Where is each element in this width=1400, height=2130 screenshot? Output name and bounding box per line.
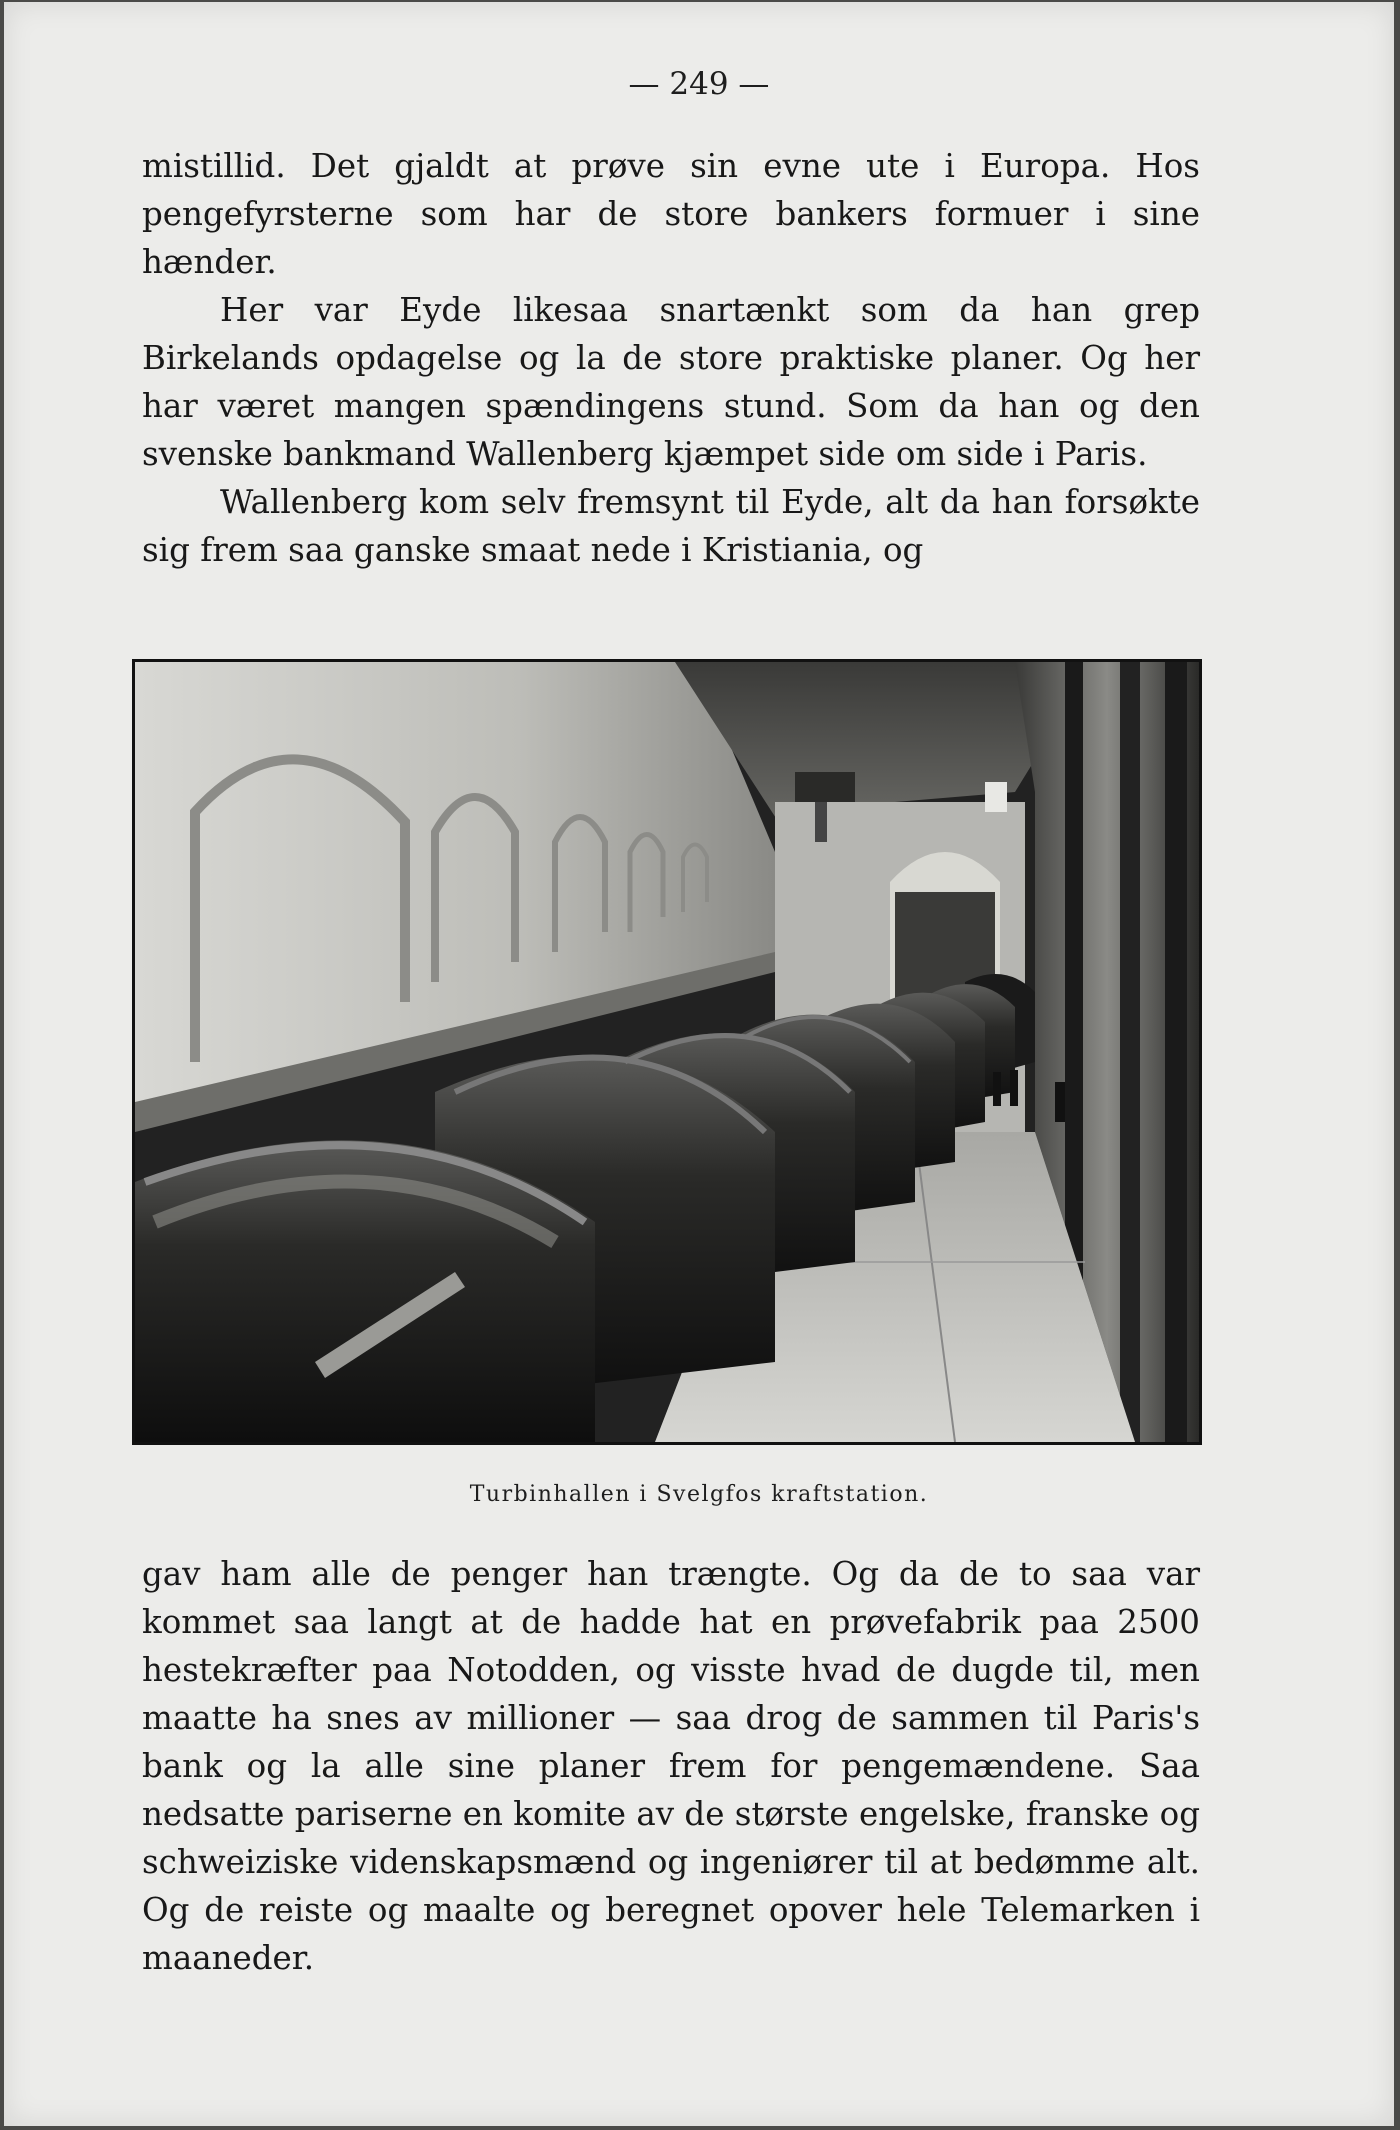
figure-caption: Turbinhallen i Svelgfos kraftstation. — [469, 1482, 929, 1507]
paragraph: Wallenberg kom selv fremsynt til Eyde, alt da han forsøkte sig frem saa ganske smaat nede i Kristiania, og — [142, 483, 1200, 569]
text-block-top — [142, 142, 1200, 574]
text-block-bottom — [142, 1550, 1200, 1982]
book-page — [4, 2, 1394, 2126]
page-number: — 249 — — [628, 66, 770, 102]
paragraph: Her var Eyde likesaa snartænkt som da han grep Birkelands opdagelse og la de store praktiske planer. Og her har været mangen spændingens stund. Som da han og den svenske bankmand Wallenberg kjæmpet side om side i Paris. — [142, 291, 1200, 473]
turbine-hall-photo — [132, 659, 1202, 1445]
paragraph: gav ham alle de penger han trængte. Og da de to saa var kommet saa langt at de hadde hat en prøvefabrik paa 2500 hestekræfter paa Notodden, og visste hvad de dugde til, men maatte ha snes av millioner — saa drog de sammen til Paris's bank og la alle sine planer frem for pengemændene. Saa nedsatte pariserne en komite av de største engelske, franske og schweiziske videnskapsmænd og ingeniører til at bedømme alt. Og de reiste og maalte og beregnet opover hele Telemarken i maaneder. — [142, 1555, 1200, 1977]
paragraph: mistillid. Det gjaldt at prøve sin evne ute i Europa. Hos pengefyrsterne som har de store bankers formuer i sine hænder. — [142, 147, 1200, 281]
